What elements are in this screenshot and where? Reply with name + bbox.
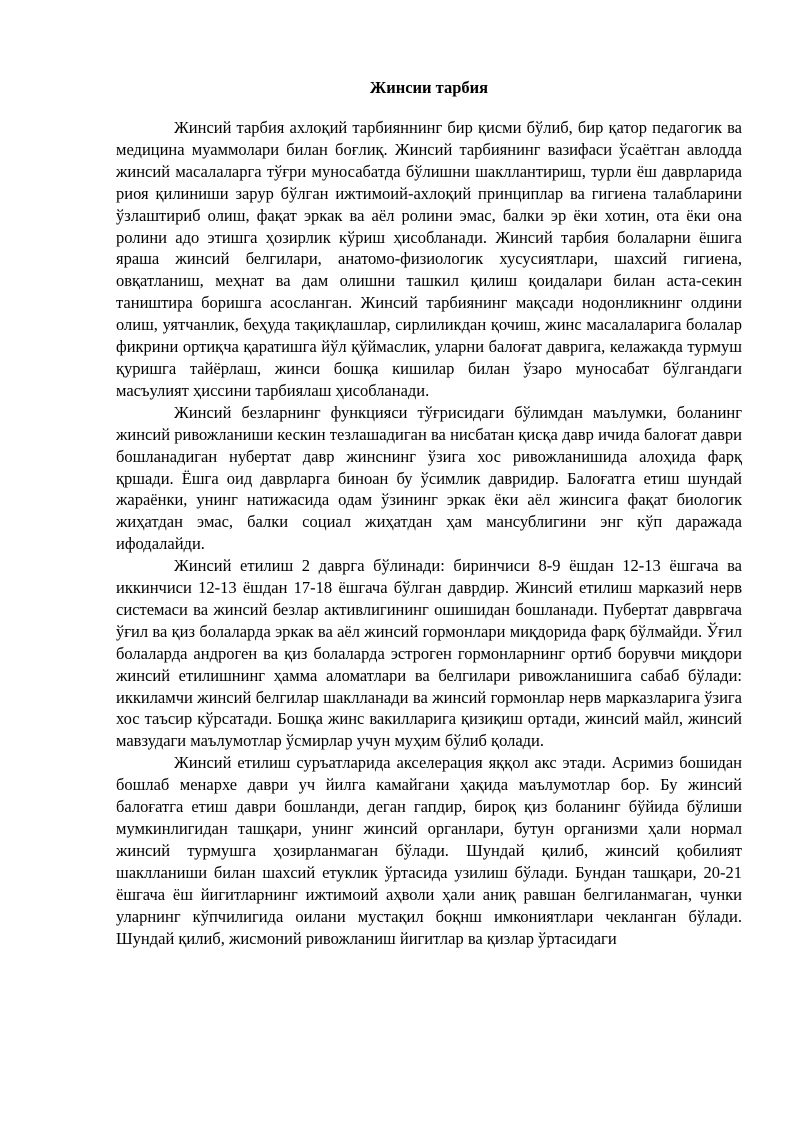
paragraph-1: Жинсий тарбия ахлоқий тарбияннинг бир қисми бўлиб, бир қатор педагогик ва медицина муаммолари билан боғлиқ. Жинсий тарбиянинг вазифаси ўсаётган авлодда жинсий масалаларга тўғри муносабатда бўлишни шакллантириш, турли ёш даврларида риоя қилиниши зарур бўлган ижтимоий-ахлоқий принциплар ва гигиена талабларини ўзлаштириб олиш, фақат эркак ва аёл ролини эмас, балки эр ёки хотин, ота ёки она ролини адо этишга ҳозирлик кўриш ҳисобланади. Жинсий тарбия болаларни ёшига яраша жинсий белгилари, анатомо-физиологик хусусиятлари, шахсий гигиена, овқатланиш, меҳнат ва дам олишни ташкил қилиш қоидалари билан аста-секин таништира боришга асосланган. Жинсий тарбиянинг мақсади нодонликнинг олдини олиш, уятчанлик, беҳуда тақиқлашлар, сирлиликдан қочиш, жинс масалаларига болалар фикрини ортиқча қаратишга йўл қўймаслик, уларни балоғат даврига, келажакда турмуш қуришга тайёрлаш, жинси бошқа кишилар билан ўзаро муносабат бўлгандаги масъулият ҳиссини тарбиялаш ҳисобланади. — [116, 118, 742, 400]
paragraph-3: Жинсий етилиш 2 даврга бўлинади: биринчиси 8-9 ёшдан 12-13 ёшгача ва иккинчиси 12-13 ёшдан 17-18 ёшгача бўлган даврдир. Жинсий етилиш марказий нерв системаси ва жинсий безлар активлигининг ошишидан бошланади. Пубертат даврвгача ўғил ва қиз болаларда эркак ва аёл жинсий гормонлари миқдорида фарқ бўлмайди. Ўғил болаларда андроген ва қиз болаларда эстроген гормонларнинг ортиб борувчи миқдори жинсий етилишнинг ҳамма аломатлари ва белгилари ривожланишига сабаб бўлади: иккиламчи жинсий белгилар шаклланади ва жинсий гормонлар нерв марказларига ўзига хос таъсир кўрсатади. Бошқа жинс вакилларига қизиқиш ортади, жинсий майл, жинсий мавзудаги маълумотлар ўсмирлар учун муҳим бўлиб қолади. — [116, 556, 742, 751]
document-body — [116, 78, 742, 949]
paragraph-2: Жинсий безларнинг функцияси тўғрисидаги бўлимдан маълумки, боланинг жинсий ривожланиши кескин тезлашадиган ва нисбатан қисқа давр ичида балоғат даври бошланадиган нубертат давр жинснинг ўзига хос ривожланишида алоҳида фарқ қршади. Ёшга оид даврларга биноан бу ўсимлик давридир. Балоғатга етиш шундай жараёнки, унинг натижасида одам ўзининг эркак ёки аёл жинсига фақат биологик жиҳатдан эмас, балки социал жиҳатдан ҳам мансублигини энг кўп даражада ифодалайди. — [116, 402, 742, 554]
paragraph-4: Жинсий етилиш суръатларида акселерация яққол акс этади. Асримиз бошидан бошлаб менархе даври уч йилга камайгани ҳақида маълумотлар бор. Бу жинсий балоғатга етиш даври бошланди, деган гапдир, бироқ қиз боланинг бўйида бўлиши мумкинлигидан ташқари, унинг жинсий органлари, бутун организми ҳали нормал жинсий турмушга ҳозирланмаган бўлади. Шундай қилиб, жинсий қобилият шаклланиши билан шахсий етуклик ўртасида узилиш бўлади. Бундан ташқари, 20-21 ёшгача ёш йигитларнинг ижтимоий аҳволи ҳали аниқ равшан белгиланмаган, чунки уларнинг кўпчилигида оилани мустақил боқнш имкониятлари чекланган бўлади. Шундай қилиб, жисмоний ривожланиш йигитлар ва қизлар ўртасидаги — [116, 753, 742, 948]
document-title: Жинсии тарбия — [369, 78, 489, 97]
